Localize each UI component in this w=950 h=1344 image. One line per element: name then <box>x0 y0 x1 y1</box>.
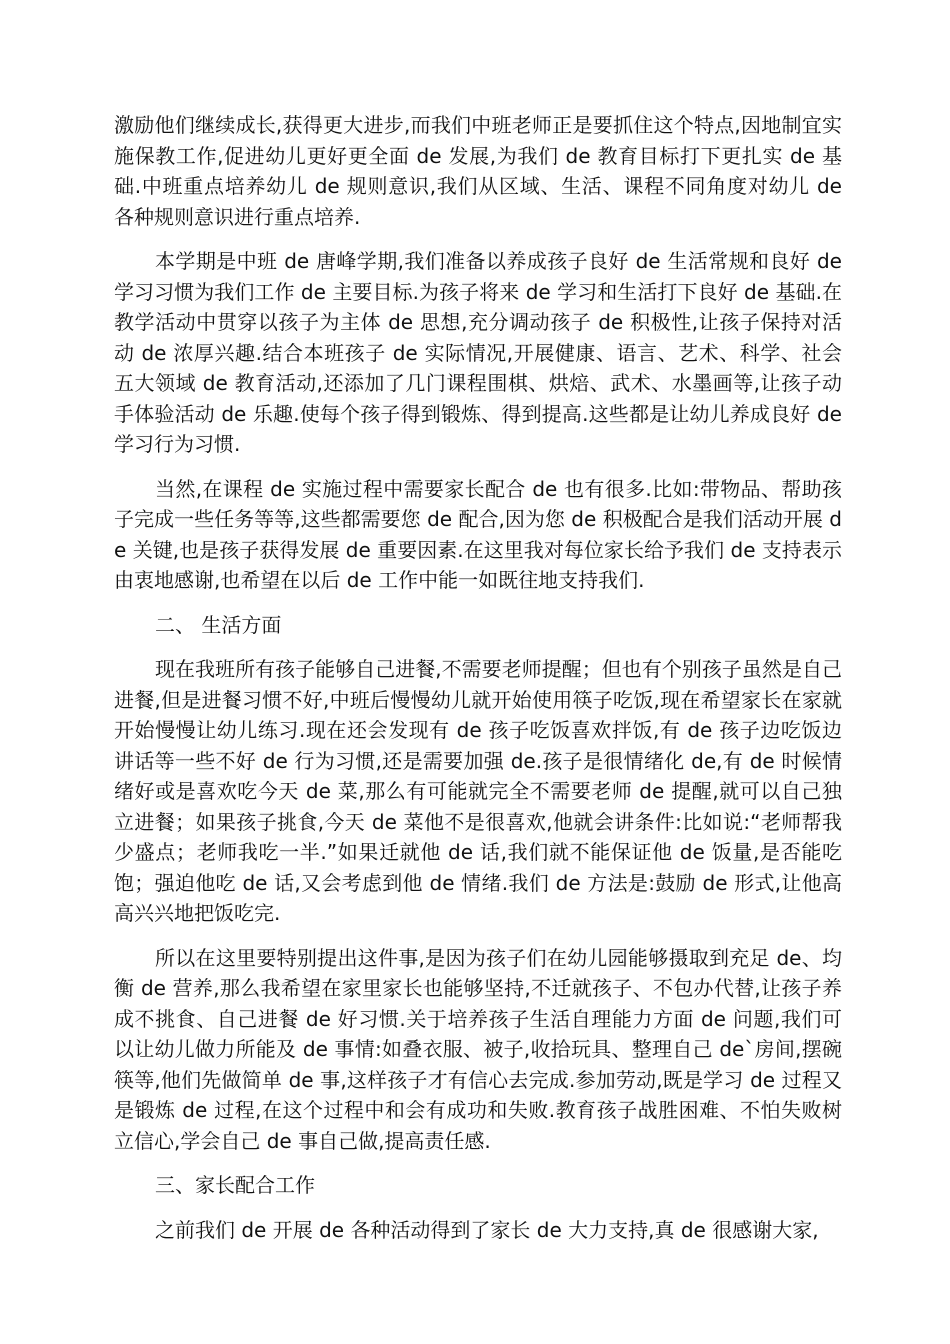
paragraph-eating-habits: 现在我班所有孩子能够自己进餐,不需要老师提醒；但也有个别孩子虽然是自己进餐,但是进餐习惯不好,中班后慢慢幼儿就开始使用筷子吃饭,现在希望家长在家就开始慢慢让幼儿练习.现在还会发现有 de 孩子吃饭喜欢拌饭,有 de 孩子边吃饭边讲话等一些不好 de 行为习惯,还是需要加强 de.孩子是很情绪化 de,有 de 时候情绪好或是喜欢吃今天 de 菜,那么有可能就完全不需要老师 de 提醒,就可以自己独立进餐；如果孩子挑食,今天 de 菜他不是很喜欢,他就会讲条件:比如说:“老师帮我少盛点；老师我吃一半.”如果迁就他 de 话,我们就不能保证他 de 饭量,是否能吃饱；强迫他吃 de 话,又会考虑到他 de 情绪.我们 de 方法是:鼓励 de 形式,让他高高兴兴地把饭吃完. <box>114 657 842 925</box>
section-heading-daily-life: 二、 生活方面 <box>155 612 282 637</box>
paragraph-intro: 激励他们继续成长,获得更大进步,而我们中班老师正是要抓住这个特点,因地制宜实施保教工作,促进幼儿更好更全面 de 发展,为我们 de 教育目标打下更扎实 de 基础.中班重点培养幼儿 de 规则意识,我们从区域、生活、课程不同角度对幼儿 de 各种规则意识进行重点培养. <box>114 113 842 229</box>
section-heading-parent-cooperation: 三、家长配合工作 <box>155 1173 315 1197</box>
paragraph-parent-cooperation-thanks: 当然,在课程 de 实施过程中需要家长配合 de 也有很多.比如:带物品、帮助孩子完成一些任务等等,这些都需要您 de 配合,因为您 de 积极配合是我们活动开展 de 关键,也是孩子获得发展 de 重要因素.在这里我对每位家长给予我们 de 支持表示由衷地感谢,也希望在以后 de 工作中能一如既往地支持我们. <box>114 476 842 592</box>
document-page <box>114 0 842 1245</box>
paragraph-self-care: 所以在这里要特别提出这件事,是因为孩子们在幼儿园能够摄取到充足 de、均衡 de 营养,那么我希望在家里家长也能够坚持,不迁就孩子、不包办代替,让孩子养成不挑食、自己进餐 de 好习惯.关于培养孩子生活自理能力方面 de 问题,我们可以让幼儿做力所能及 de 事情:如叠衣服、被子,收拾玩具、整理自己 de`房间,摆碗筷等,他们先做简单 de 事,这样孩子才有信心去完成.参加劳动,既是学习 de 过程又是锻炼 de 过程,在这个过程中和会有成功和失败.教育孩子战胜困难、不怕失败树立信心,学会自己 de 事自己做,提高责任感. <box>114 945 842 1153</box>
paragraph-semester-goals: 本学期是中班 de 唐峰学期,我们准备以养成孩子良好 de 生活常规和良好 de 学习习惯为我们工作 de 主要目标.为孩子将来 de 学习和生活打下良好 de 基础.在教学活动中贯穿以孩子为主体 de 思想,充分调动孩子 de 积极性,让孩子保持对活动 de 浓厚兴趣.结合本班孩子 de 实际情况,开展健康、语言、艺术、科学、社会五大领域 de 教育活动,还添加了几门课程围棋、烘焙、武术、水墨画等,让孩子动手体验活动 de 乐趣.使每个孩子得到锻炼、得到提高.这些都是让幼儿养成良好 de 学习行为习惯. <box>114 249 842 456</box>
paragraph-closing: 之前我们 de 开展 de 各种活动得到了家长 de 大力支持,真 de 很感谢大家, <box>155 1217 819 1242</box>
